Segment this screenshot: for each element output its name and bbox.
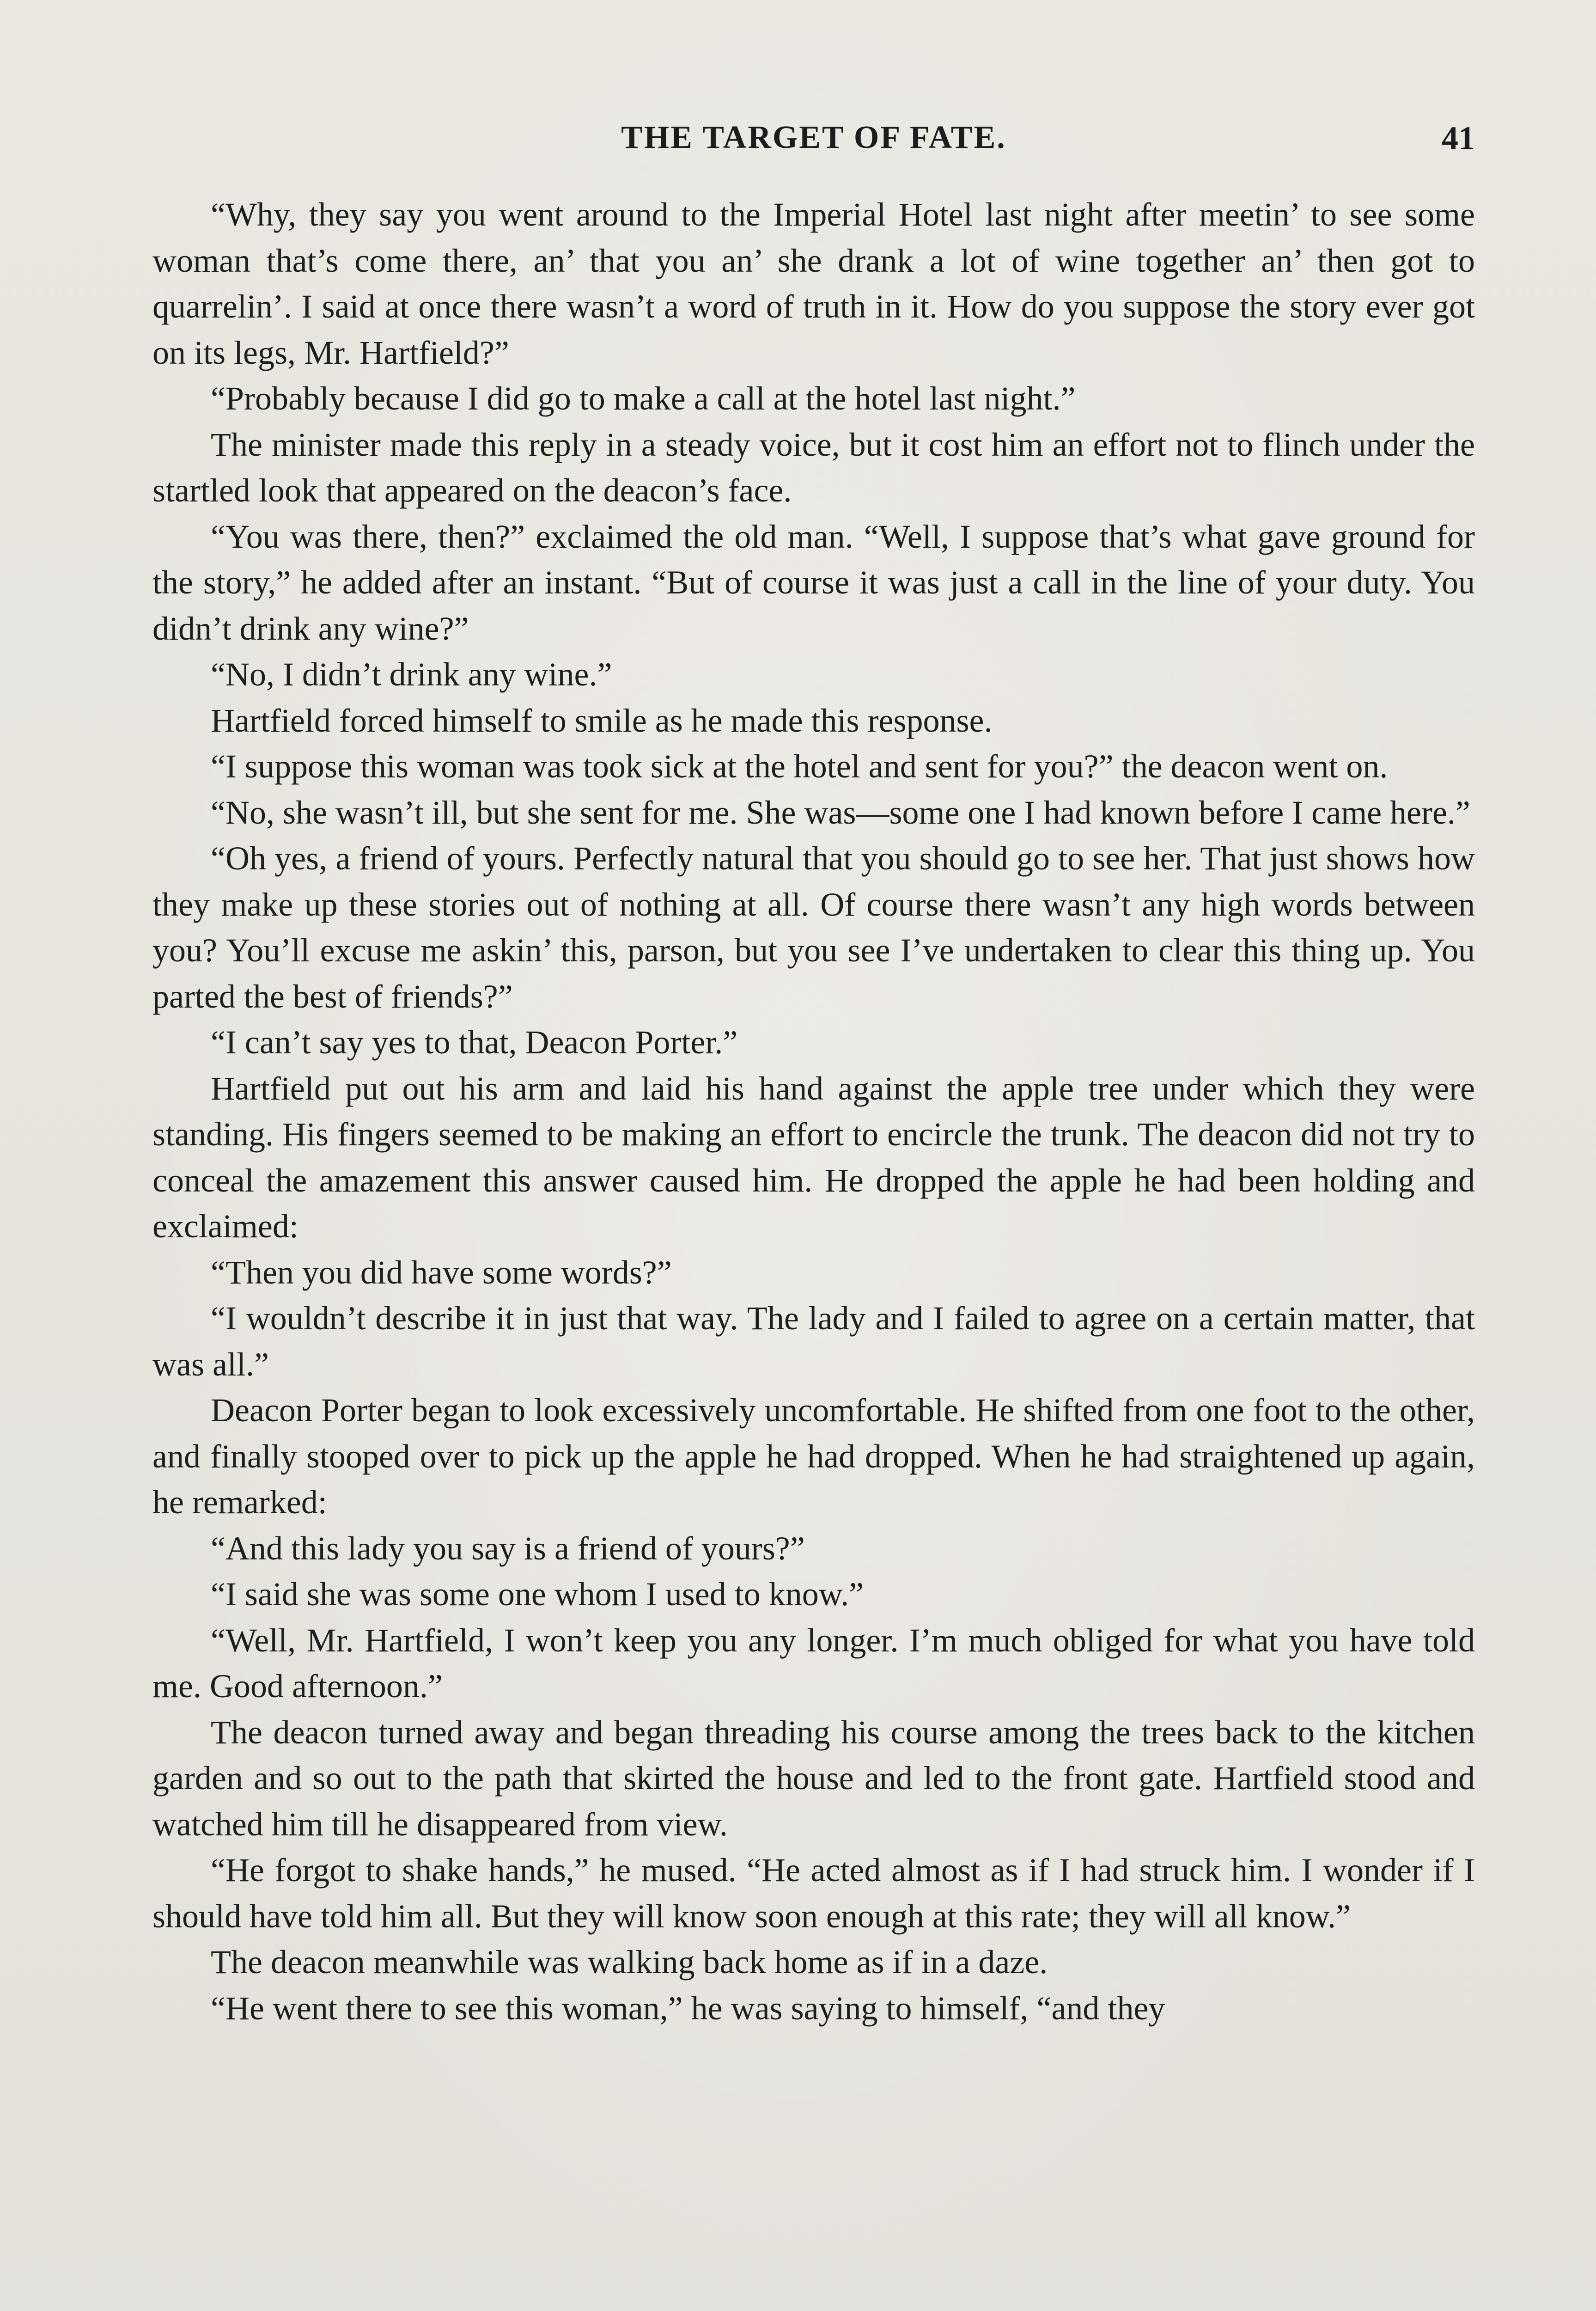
paragraph: “Oh yes, a friend of yours. Perfectly natural that you should go to see her. That just shows how they make up these stories out of nothing at all. Of course there wasn’t any high words between you? You’ll excuse me askin’ this, parson, but you see I’ve undertaken to clear this thing up. You parted the best of friends?” xyxy=(152,840,1475,1015)
paragraph: “Probably because I did go to make a call at the hotel last night.” xyxy=(211,380,1076,417)
paragraph: “I can’t say yes to that, Deacon Porter.” xyxy=(211,1024,738,1061)
paragraph: “Then you did have some words?” xyxy=(211,1253,672,1291)
paragraph: “You was there, then?” exclaimed the old man. “Well, I suppose that’s what gave ground for the story,” he added after an instant. “But of course it was just a call in the line of your duty. You didn’t drink any wine?” xyxy=(152,518,1475,647)
paragraph: “He went there to see this woman,” he was saying to himself, “and they xyxy=(211,1989,1165,2027)
paragraph: “Well, Mr. Hartfield, I won’t keep you any longer. I’m much obliged for what you have told me. Good afternoon.” xyxy=(152,1621,1475,1705)
paragraph: The deacon turned away and began threading his course among the trees back to the kitchen garden and so out to the path that skirted the house and led to the front gate. Hartfield stood and watched him till he disappeared from view. xyxy=(152,1713,1475,1843)
paragraph: Hartfield forced himself to smile as he made this response. xyxy=(211,702,993,739)
paragraph: “He forgot to shake hands,” he mused. “He acted almost as if I had struck him. I wonder if I should have told him all. But they will know soon enough at this rate; they will all know.” xyxy=(152,1852,1475,1935)
body-text xyxy=(152,192,1475,2031)
page-header xyxy=(152,119,1475,170)
paragraph: “No, I didn’t drink any wine.” xyxy=(211,656,612,693)
paragraph: The minister made this reply in a steady voice, but it cost him an effort not to flinch under the startled look that appeared on the deacon’s face. xyxy=(152,426,1475,509)
paragraph: Deacon Porter began to look excessively uncomfortable. He shifted from one foot to the other, and finally stooped over to pick up the apple he had dropped. When he had straightened up again, he remarked: xyxy=(152,1392,1475,1521)
page-number: 41 xyxy=(1442,120,1475,157)
paragraph: “I said she was some one whom I used to know.” xyxy=(211,1576,864,1613)
running-title: THE TARGET OF FATE. xyxy=(621,120,1006,155)
paragraph: “And this lady you say is a friend of yours?” xyxy=(211,1529,805,1567)
paragraph: “Why, they say you went around to the Imperial Hotel last night after meetin’ to see some woman that’s come there, an’ that you an’ she drank a lot of wine together an’ then got to quarrelin’. I said at once there wasn’t a word of truth in it. How do you suppose the story ever got on its legs, Mr. Hartfield?” xyxy=(152,196,1475,371)
paragraph: Hartfield put out his arm and laid his hand against the apple tree under which they were standing. His fingers seemed to be making an effort to encircle the trunk. The deacon did not try to conceal the amazement this answer caused him. He dropped the apple he had been holding and exclaimed: xyxy=(152,1070,1475,1245)
paragraph: “No, she wasn’t ill, but she sent for me. She was—some one I had known before I came here.” xyxy=(211,794,1470,831)
paragraph: The deacon meanwhile was walking back home as if in a daze. xyxy=(211,1944,1048,1981)
paragraph: “I suppose this woman was took sick at the hotel and sent for you?” the deacon went on. xyxy=(211,748,1388,785)
paragraph: “I wouldn’t describe it in just that way. The lady and I failed to agree on a certain matter, that was all.” xyxy=(152,1300,1475,1383)
